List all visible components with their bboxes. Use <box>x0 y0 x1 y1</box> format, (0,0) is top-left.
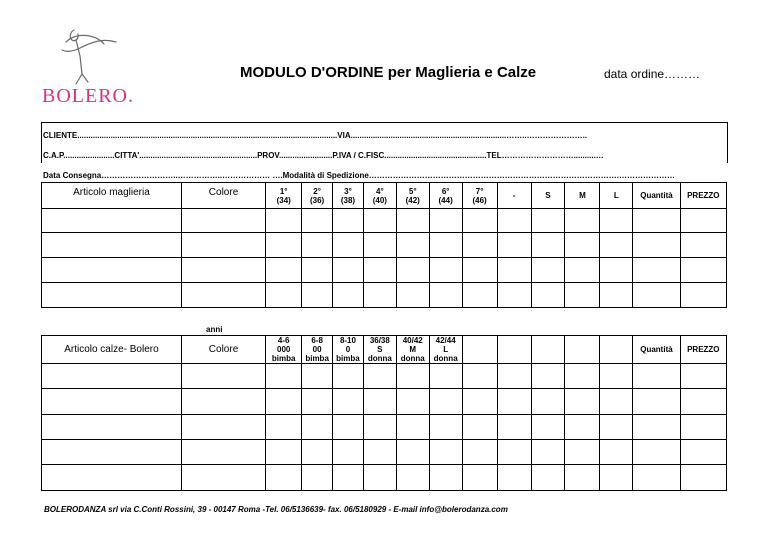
size-sub: (42) <box>405 195 420 205</box>
size-type: donna <box>400 354 425 363</box>
table-cell[interactable] <box>531 465 565 491</box>
empty-cell <box>600 336 633 364</box>
table-cell[interactable] <box>42 465 182 491</box>
table-cell[interactable] <box>363 415 396 440</box>
size-age: 42/44 <box>435 336 456 345</box>
table-cell[interactable] <box>531 258 565 283</box>
size-m: M <box>565 183 600 209</box>
table-cell[interactable] <box>333 364 364 389</box>
table-cell[interactable] <box>680 389 726 415</box>
table-row[interactable] <box>42 209 727 233</box>
size-4-6 <box>266 336 302 364</box>
size-type: bimba <box>305 354 329 363</box>
col-articolo: Articolo calze- Bolero <box>42 336 182 364</box>
table-cell[interactable] <box>363 258 396 283</box>
table-cell[interactable] <box>333 389 364 415</box>
table-cell[interactable] <box>680 465 726 491</box>
table-cell[interactable] <box>680 283 726 308</box>
table-cell[interactable] <box>266 283 302 308</box>
table-cell[interactable] <box>600 283 633 308</box>
address-line[interactable]: C.A.P.......................CITTA'.....................................................PROV........................P.IVA / C.FISC..............................................TEL………………………..........… <box>43 151 604 160</box>
table-cell[interactable] <box>396 465 429 491</box>
size-age: 4-6 <box>277 336 290 345</box>
table-cell[interactable] <box>497 440 531 465</box>
logo-text: BOLERO. <box>42 85 134 107</box>
table-cell[interactable] <box>565 283 600 308</box>
table-cell[interactable] <box>429 258 462 283</box>
table-cell[interactable] <box>396 389 429 415</box>
col-colore: Colore <box>181 183 265 209</box>
table-cell[interactable] <box>42 415 182 440</box>
size-type: bimba <box>336 354 360 363</box>
table-cell[interactable] <box>302 364 333 389</box>
table-cell[interactable] <box>633 283 680 308</box>
table-cell[interactable] <box>42 364 182 389</box>
table-cell[interactable] <box>429 440 462 465</box>
table-cell[interactable] <box>680 258 726 283</box>
table-cell[interactable] <box>363 389 396 415</box>
table-cell[interactable] <box>497 415 531 440</box>
table-cell[interactable] <box>429 465 462 491</box>
size-1 <box>266 183 302 209</box>
size-8-10 <box>333 336 364 364</box>
size-sub: (44) <box>438 195 453 205</box>
table-cell[interactable] <box>600 209 633 233</box>
page-title: MODULO D'ORDINE per Maglieria e Calze <box>240 64 537 81</box>
table-cell[interactable] <box>531 415 565 440</box>
delivery-line[interactable]: Data Consegna………………………..……………..……………… ….Modalità di Spedizione………………………………………………………………………………….………………… <box>43 171 676 180</box>
table-cell[interactable] <box>302 440 333 465</box>
table-cell[interactable] <box>565 389 600 415</box>
table-cell[interactable] <box>565 465 600 491</box>
size-num: 1° <box>279 186 288 196</box>
size-3 <box>333 183 364 209</box>
table-cell[interactable] <box>633 258 680 283</box>
table-cell[interactable] <box>181 258 265 283</box>
size-num: 2° <box>313 186 321 196</box>
size-7 <box>462 183 497 209</box>
date-field[interactable]: data ordine……… <box>604 67 701 81</box>
size-6-8 <box>302 336 333 364</box>
size-type: bimba <box>271 354 296 363</box>
table-cell[interactable] <box>429 389 462 415</box>
footer-contact: BOLERODANZA srl via C.Conti Rossini, 39 - 00147 Roma -Tel. 06/5136639- fax. 06/5180929 - E-mail info@bolerodanza.com <box>44 505 508 514</box>
table-cell[interactable] <box>497 233 531 258</box>
dancer-logo-icon <box>36 22 146 108</box>
table-cell[interactable] <box>363 233 396 258</box>
table-cell[interactable] <box>497 209 531 233</box>
table-cell[interactable] <box>429 415 462 440</box>
table-cell[interactable] <box>531 233 565 258</box>
table-maglieria <box>41 182 727 308</box>
table-cell[interactable] <box>396 233 429 258</box>
size-dash: - <box>497 183 531 209</box>
table-row[interactable] <box>42 283 727 308</box>
table-cell[interactable] <box>266 440 302 465</box>
table-cell[interactable] <box>680 415 726 440</box>
col-quantita: Quantità <box>633 336 680 364</box>
size-5 <box>396 183 429 209</box>
table-cell[interactable] <box>462 389 497 415</box>
size-sub: (46) <box>472 195 487 205</box>
table-cell[interactable] <box>462 465 497 491</box>
table-cell[interactable] <box>497 465 531 491</box>
table-cell[interactable] <box>600 440 633 465</box>
table-cell[interactable] <box>363 440 396 465</box>
table-cell[interactable] <box>429 364 462 389</box>
table-cell[interactable] <box>302 465 333 491</box>
table-cell[interactable] <box>396 415 429 440</box>
table-cell[interactable] <box>462 209 497 233</box>
size-type: donna <box>367 354 392 363</box>
anni-label: anni <box>206 325 223 334</box>
size-num: 6° <box>441 186 450 196</box>
table-cell[interactable] <box>429 209 462 233</box>
table-cell[interactable] <box>396 440 429 465</box>
table-cell[interactable] <box>462 233 497 258</box>
table-cell[interactable] <box>565 258 600 283</box>
table-cell[interactable] <box>600 415 633 440</box>
table-row[interactable] <box>42 440 727 465</box>
table-cell[interactable] <box>333 283 364 308</box>
table-row[interactable] <box>42 258 727 283</box>
table-cell[interactable] <box>600 389 633 415</box>
table-cell[interactable] <box>680 233 726 258</box>
table-cell[interactable] <box>181 364 265 389</box>
size-4 <box>363 183 396 209</box>
table-cell[interactable] <box>181 283 265 308</box>
size-2 <box>302 183 333 209</box>
table-cell[interactable] <box>266 389 302 415</box>
table-cell[interactable] <box>462 415 497 440</box>
size-code: S <box>377 345 383 354</box>
table-cell[interactable] <box>333 465 364 491</box>
table-cell[interactable] <box>181 440 265 465</box>
empty-cell <box>497 336 531 364</box>
empty-cell <box>462 336 497 364</box>
table-cell[interactable] <box>497 258 531 283</box>
table-cell[interactable] <box>333 415 364 440</box>
size-6 <box>429 183 462 209</box>
table-cell[interactable] <box>680 440 726 465</box>
table-cell[interactable] <box>396 258 429 283</box>
size-sub: (40) <box>372 195 387 205</box>
size-40-42 <box>396 336 429 364</box>
table-cell[interactable] <box>363 465 396 491</box>
table-cell[interactable] <box>302 233 333 258</box>
table-cell[interactable] <box>531 440 565 465</box>
table-cell[interactable] <box>181 209 265 233</box>
empty-cell <box>531 336 565 364</box>
table-header-row <box>42 336 727 364</box>
table-cell[interactable] <box>565 364 600 389</box>
size-age: 36/38 <box>369 336 390 345</box>
table-cell[interactable] <box>181 415 265 440</box>
table-cell[interactable] <box>181 465 265 491</box>
table-cell[interactable] <box>266 209 302 233</box>
col-prezzo: PREZZO <box>680 336 726 364</box>
table-cell[interactable] <box>462 440 497 465</box>
table-cell[interactable] <box>429 283 462 308</box>
col-colore: Colore <box>181 336 265 364</box>
table-cell[interactable] <box>531 209 565 233</box>
table-cell[interactable] <box>600 258 633 283</box>
table-cell[interactable] <box>396 209 429 233</box>
table-cell[interactable] <box>333 258 364 283</box>
size-sub: (34) <box>276 195 291 205</box>
table-row[interactable] <box>42 465 727 491</box>
table-cell[interactable] <box>600 233 633 258</box>
table-cell[interactable] <box>633 440 680 465</box>
table-header-row <box>42 183 727 209</box>
size-code: 0 <box>345 345 351 354</box>
table-cell[interactable] <box>462 364 497 389</box>
size-age: 6-8 <box>311 336 323 345</box>
table-cell[interactable] <box>266 233 302 258</box>
table-row[interactable] <box>42 415 727 440</box>
table-cell[interactable] <box>565 209 600 233</box>
table-cell[interactable] <box>633 209 680 233</box>
table-cell[interactable] <box>42 440 182 465</box>
size-42-44 <box>429 336 462 364</box>
table-cell[interactable] <box>266 415 302 440</box>
size-type: donna <box>433 354 458 363</box>
table-cell[interactable] <box>497 364 531 389</box>
table-cell[interactable] <box>600 364 633 389</box>
size-36-38 <box>363 336 396 364</box>
table-cell[interactable] <box>633 389 680 415</box>
col-prezzo: PREZZO <box>680 183 726 209</box>
table-cell[interactable] <box>181 389 265 415</box>
table-cell[interactable] <box>363 209 396 233</box>
table-cell[interactable] <box>396 283 429 308</box>
size-code: L <box>443 345 449 354</box>
table-cell[interactable] <box>302 389 333 415</box>
size-age: 8-10 <box>339 336 356 345</box>
size-sub: (36) <box>309 195 325 205</box>
table-cell[interactable] <box>363 364 396 389</box>
table-cell[interactable] <box>266 364 302 389</box>
size-code: M <box>409 345 417 354</box>
size-num: 5° <box>408 186 417 196</box>
table-row[interactable] <box>42 233 727 258</box>
table-cell[interactable] <box>363 283 396 308</box>
size-s: S <box>531 183 565 209</box>
table-cell[interactable] <box>42 258 182 283</box>
table-cell[interactable] <box>42 389 182 415</box>
size-l: L <box>600 183 633 209</box>
table-cell[interactable] <box>462 283 497 308</box>
col-quantita: Quantità <box>633 183 680 209</box>
table-cell[interactable] <box>266 258 302 283</box>
table-cell[interactable] <box>531 364 565 389</box>
empty-cell <box>565 336 600 364</box>
table-cell[interactable] <box>429 233 462 258</box>
table-cell[interactable] <box>633 364 680 389</box>
table-cell[interactable] <box>42 233 182 258</box>
table-cell[interactable] <box>333 233 364 258</box>
table-row[interactable] <box>42 364 727 389</box>
table-cell[interactable] <box>531 283 565 308</box>
size-num: 7° <box>475 186 484 196</box>
bolero-logo <box>36 22 146 108</box>
table-cell[interactable] <box>302 415 333 440</box>
table-calze <box>41 335 727 491</box>
table-cell[interactable] <box>302 209 333 233</box>
table-cell[interactable] <box>531 389 565 415</box>
size-code: 00 <box>312 345 322 354</box>
table-cell[interactable] <box>302 283 333 308</box>
size-age: 40/42 <box>402 336 423 345</box>
table-cell[interactable] <box>462 258 497 283</box>
table-cell[interactable] <box>266 465 302 491</box>
table-row[interactable] <box>42 389 727 415</box>
table-cell[interactable] <box>497 283 531 308</box>
size-code: 000 <box>277 345 291 354</box>
table-cell[interactable] <box>42 283 182 308</box>
table-cell[interactable] <box>633 233 680 258</box>
table-cell[interactable] <box>565 415 600 440</box>
table-cell[interactable] <box>565 233 600 258</box>
table-cell[interactable] <box>565 440 600 465</box>
table-cell[interactable] <box>302 258 333 283</box>
table-cell[interactable] <box>181 233 265 258</box>
table-cell[interactable] <box>633 415 680 440</box>
col-articolo: Articolo maglieria <box>42 183 182 209</box>
table-cell[interactable] <box>396 364 429 389</box>
table-cell[interactable] <box>680 364 726 389</box>
table-cell[interactable] <box>42 209 182 233</box>
table-cell[interactable] <box>680 209 726 233</box>
customer-line[interactable]: CLIENTE.....................................................................................................................VIA......................................................................……..………………….. <box>43 131 588 140</box>
size-sub: (38) <box>340 195 356 205</box>
table-cell[interactable] <box>633 465 680 491</box>
table-cell[interactable] <box>333 209 364 233</box>
table-cell[interactable] <box>333 440 364 465</box>
size-num: 3° <box>344 186 352 196</box>
size-num: 4° <box>376 186 384 196</box>
table-cell[interactable] <box>600 465 633 491</box>
table-cell[interactable] <box>497 389 531 415</box>
